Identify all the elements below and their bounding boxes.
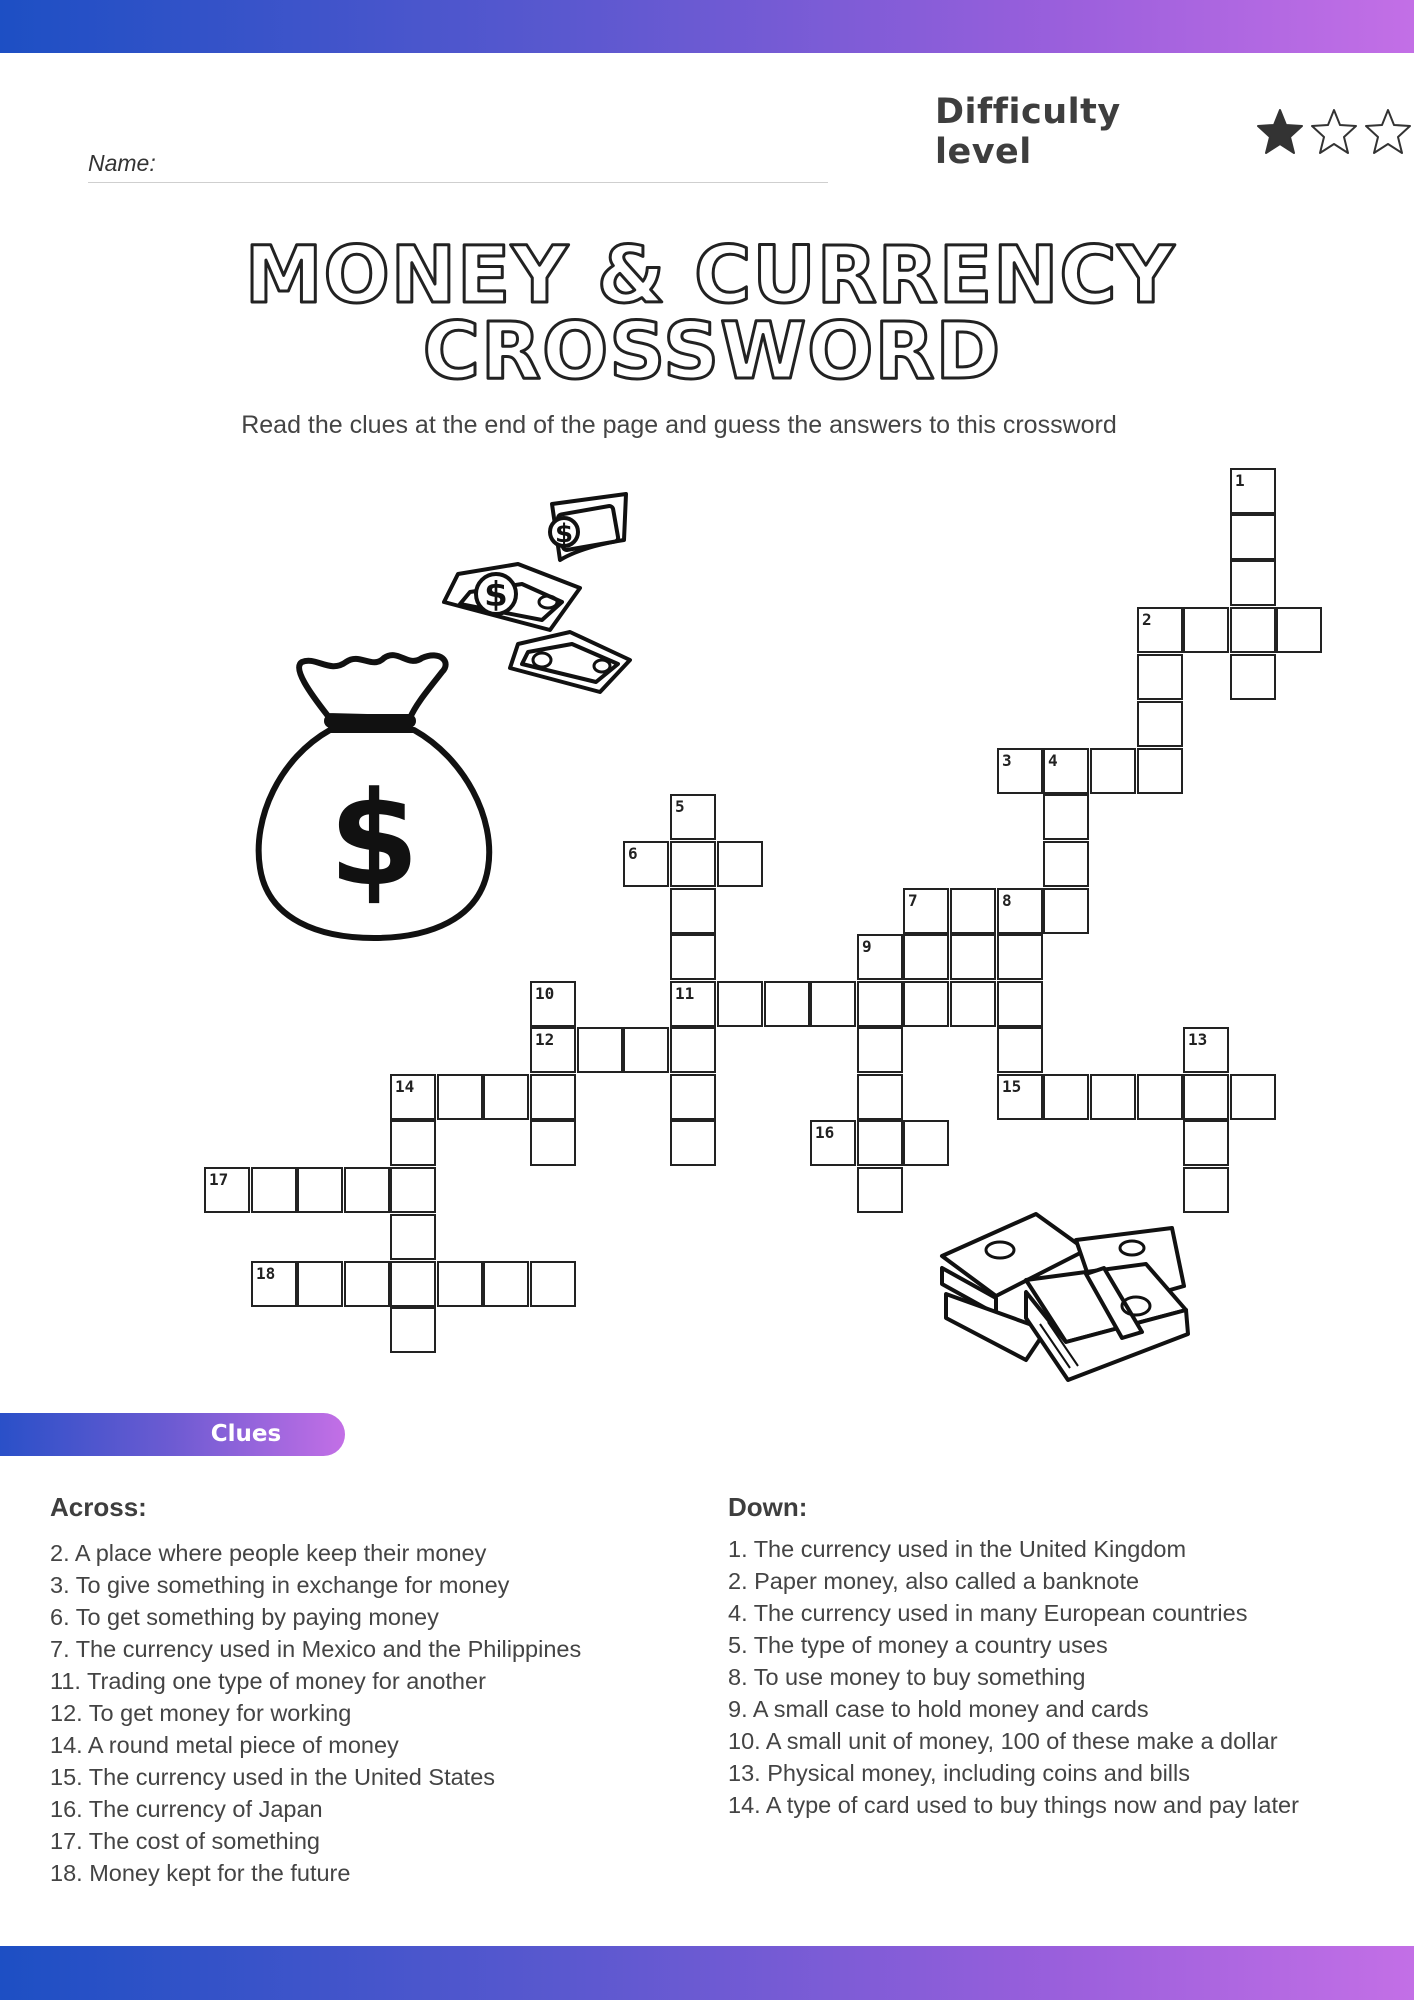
crossword-cell[interactable] bbox=[1137, 1074, 1183, 1120]
star-outline-icon bbox=[1362, 106, 1414, 158]
crossword-cell[interactable] bbox=[1183, 1167, 1229, 1213]
crossword-cell[interactable] bbox=[717, 981, 763, 1027]
clue-number: 2 bbox=[1142, 610, 1152, 629]
crossword-cell[interactable] bbox=[950, 981, 996, 1027]
crossword-cell[interactable] bbox=[1183, 1120, 1229, 1166]
clue-number: 4 bbox=[1048, 751, 1058, 770]
clue-number: 1 bbox=[1235, 471, 1245, 490]
bottom-gradient-bar bbox=[0, 1946, 1414, 2000]
crossword-cell[interactable] bbox=[437, 1074, 483, 1120]
clue-item: 18. Money kept for the future bbox=[50, 1860, 351, 1886]
crossword-cell[interactable] bbox=[390, 1307, 436, 1353]
svg-text:$: $ bbox=[328, 763, 420, 915]
crossword-cell[interactable] bbox=[857, 1074, 903, 1120]
across-heading: Across: bbox=[50, 1492, 147, 1522]
crossword-cell[interactable] bbox=[1043, 794, 1089, 840]
crossword-cell[interactable] bbox=[530, 1027, 576, 1073]
clue-item: 14. A round metal piece of money bbox=[50, 1732, 399, 1758]
clue-number: 5 bbox=[675, 797, 685, 816]
crossword-cell[interactable] bbox=[670, 841, 716, 887]
crossword-cell[interactable] bbox=[717, 841, 763, 887]
crossword-cell[interactable] bbox=[670, 794, 716, 840]
crossword-cell[interactable] bbox=[997, 1074, 1043, 1120]
crossword-cell[interactable] bbox=[530, 1261, 576, 1307]
clue-item: 9. A small case to hold money and cards bbox=[728, 1696, 1149, 1722]
clue-item: 16. The currency of Japan bbox=[50, 1796, 323, 1822]
crossword-cell[interactable] bbox=[483, 1074, 529, 1120]
crossword-cell[interactable] bbox=[1043, 1074, 1089, 1120]
crossword-cell[interactable] bbox=[251, 1261, 297, 1307]
clue-number: 6 bbox=[628, 844, 638, 863]
crossword-cell[interactable] bbox=[1090, 1074, 1136, 1120]
crossword-cell[interactable] bbox=[670, 1027, 716, 1073]
crossword-cell[interactable] bbox=[1137, 654, 1183, 700]
crossword-cell[interactable] bbox=[670, 934, 716, 980]
clue-number: 18 bbox=[256, 1264, 276, 1283]
difficulty-stars bbox=[1254, 106, 1414, 158]
crossword-cell[interactable] bbox=[1230, 1074, 1276, 1120]
difficulty-label: Difficulty level bbox=[935, 92, 1121, 172]
clue-number: 8 bbox=[1002, 891, 1012, 910]
clue-number: 7 bbox=[908, 891, 918, 910]
clue-item: 12. To get money for working bbox=[50, 1700, 352, 1726]
crossword-cell[interactable] bbox=[1230, 514, 1276, 560]
down-clues bbox=[728, 1492, 1388, 1821]
top-gradient-bar bbox=[0, 0, 1414, 53]
crossword-cell[interactable] bbox=[1183, 607, 1229, 653]
clue-item: 13. Physical money, including coins and bills bbox=[728, 1760, 1190, 1786]
clue-item: 3. To give something in exchange for money bbox=[50, 1572, 510, 1598]
crossword-cell[interactable] bbox=[530, 981, 576, 1027]
crossword-cell[interactable] bbox=[997, 748, 1043, 794]
crossword-cell[interactable] bbox=[903, 981, 949, 1027]
cash-stack-icon bbox=[936, 1210, 1192, 1386]
instructions-text: Read the clues at the end of the page and guess the answers to this crossword bbox=[241, 411, 1117, 439]
clue-item: 4. The currency used in many European countries bbox=[728, 1600, 1248, 1626]
clue-item: 5. The type of money a country uses bbox=[728, 1632, 1108, 1658]
crossword-cell[interactable] bbox=[857, 1120, 903, 1166]
clue-number: 11 bbox=[675, 984, 695, 1003]
crossword-cell[interactable] bbox=[297, 1167, 343, 1213]
crossword-cell[interactable] bbox=[1043, 748, 1089, 794]
clue-item: 14. A type of card used to buy things now and pay later bbox=[728, 1792, 1299, 1818]
svg-text:$: $ bbox=[484, 575, 508, 615]
clue-item: 11. Trading one type of money for another bbox=[50, 1668, 486, 1694]
crossword-cell[interactable] bbox=[950, 888, 996, 934]
clue-number: 15 bbox=[1002, 1077, 1022, 1096]
clue-item: 7. The currency used in Mexico and the Philippines bbox=[50, 1636, 582, 1662]
clue-item: 17. The cost of something bbox=[50, 1828, 320, 1854]
crossword-cell[interactable] bbox=[390, 1074, 436, 1120]
clue-number: 12 bbox=[535, 1030, 555, 1049]
title-line-2: CROSSWORD bbox=[422, 307, 1002, 392]
crossword-cell[interactable] bbox=[1137, 701, 1183, 747]
crossword-cell[interactable] bbox=[1137, 607, 1183, 653]
name-field[interactable] bbox=[88, 150, 828, 183]
crossword-cell[interactable] bbox=[530, 1120, 576, 1166]
clue-item: 10. A small unit of money, 100 of these make a dollar bbox=[728, 1728, 1278, 1754]
title-line-1: MONEY & CURRENCY bbox=[244, 232, 1176, 321]
crossword-cell[interactable] bbox=[670, 981, 716, 1027]
crossword-cell[interactable] bbox=[810, 1120, 856, 1166]
clue-item: 2. A place where people keep their money bbox=[50, 1540, 487, 1566]
clue-number: 17 bbox=[209, 1170, 229, 1189]
clue-number: 3 bbox=[1002, 751, 1012, 770]
crossword-cell[interactable] bbox=[903, 888, 949, 934]
crossword-cell[interactable] bbox=[1276, 607, 1322, 653]
crossword-cell[interactable] bbox=[1137, 748, 1183, 794]
across-clues bbox=[50, 1492, 690, 1889]
crossword-cell[interactable] bbox=[1230, 468, 1276, 514]
crossword-cell[interactable] bbox=[251, 1167, 297, 1213]
crossword-cell[interactable] bbox=[530, 1074, 576, 1120]
star-filled-icon bbox=[1254, 106, 1306, 158]
clue-item: 8. To use money to buy something bbox=[728, 1664, 1086, 1690]
crossword-cell[interactable] bbox=[670, 1074, 716, 1120]
crossword-cell[interactable] bbox=[390, 1214, 436, 1260]
crossword-cell[interactable] bbox=[670, 888, 716, 934]
crossword-cell[interactable] bbox=[857, 981, 903, 1027]
clue-item: 6. To get something by paying money bbox=[50, 1604, 439, 1630]
clues-tab-label: Clues bbox=[210, 1421, 282, 1447]
crossword-cell[interactable] bbox=[903, 934, 949, 980]
dollar-bill-icon bbox=[430, 492, 640, 702]
star-outline-icon bbox=[1308, 106, 1360, 158]
name-label: Name: bbox=[88, 150, 156, 176]
crossword-cell[interactable] bbox=[997, 1027, 1043, 1073]
crossword-cell[interactable] bbox=[1183, 1074, 1229, 1120]
crossword-cell[interactable] bbox=[437, 1261, 483, 1307]
crossword-cell[interactable] bbox=[1043, 841, 1089, 887]
crossword-cell[interactable] bbox=[623, 1027, 669, 1073]
page-title bbox=[0, 232, 1414, 392]
crossword-cell[interactable] bbox=[390, 1261, 436, 1307]
crossword-cell[interactable] bbox=[903, 1120, 949, 1166]
crossword-cell[interactable] bbox=[950, 934, 996, 980]
crossword-cell[interactable] bbox=[1090, 748, 1136, 794]
crossword-cell[interactable] bbox=[483, 1261, 529, 1307]
clue-number: 13 bbox=[1188, 1030, 1208, 1049]
crossword-cell[interactable] bbox=[1043, 888, 1089, 934]
crossword-cell[interactable] bbox=[997, 888, 1043, 934]
clue-number: 14 bbox=[395, 1077, 415, 1096]
crossword-cell[interactable] bbox=[344, 1261, 390, 1307]
crossword-cell[interactable] bbox=[997, 981, 1043, 1027]
crossword-cell[interactable] bbox=[1183, 1027, 1229, 1073]
crossword-cell[interactable] bbox=[1230, 654, 1276, 700]
difficulty-indicator bbox=[935, 92, 1414, 172]
crossword-cell[interactable] bbox=[857, 934, 903, 980]
crossword-cell[interactable] bbox=[204, 1167, 250, 1213]
crossword-cell[interactable] bbox=[670, 1120, 716, 1166]
crossword-cell[interactable] bbox=[764, 981, 810, 1027]
crossword-cell[interactable] bbox=[390, 1167, 436, 1213]
clue-number: 16 bbox=[815, 1123, 835, 1142]
crossword-cell[interactable] bbox=[577, 1027, 623, 1073]
down-heading: Down: bbox=[728, 1492, 808, 1522]
clue-item: 1. The currency used in the United Kingdom bbox=[728, 1536, 1187, 1562]
crossword-cell[interactable] bbox=[297, 1261, 343, 1307]
crossword-cell[interactable] bbox=[810, 981, 856, 1027]
clue-number: 10 bbox=[535, 984, 555, 1003]
clue-item: 15. The currency used in the United States bbox=[50, 1764, 496, 1790]
crossword-cell[interactable] bbox=[857, 1167, 903, 1213]
clue-item: 2. Paper money, also called a banknote bbox=[728, 1568, 1140, 1594]
svg-text:$: $ bbox=[554, 519, 574, 549]
clue-number: 9 bbox=[862, 937, 872, 956]
crossword-cell[interactable] bbox=[344, 1167, 390, 1213]
crossword-cell[interactable] bbox=[390, 1120, 436, 1166]
crossword-cell[interactable] bbox=[857, 1027, 903, 1073]
crossword-cell[interactable] bbox=[1230, 560, 1276, 606]
crossword-cell[interactable] bbox=[1230, 607, 1276, 653]
crossword-cell[interactable] bbox=[623, 841, 669, 887]
crossword-cell[interactable] bbox=[997, 934, 1043, 980]
